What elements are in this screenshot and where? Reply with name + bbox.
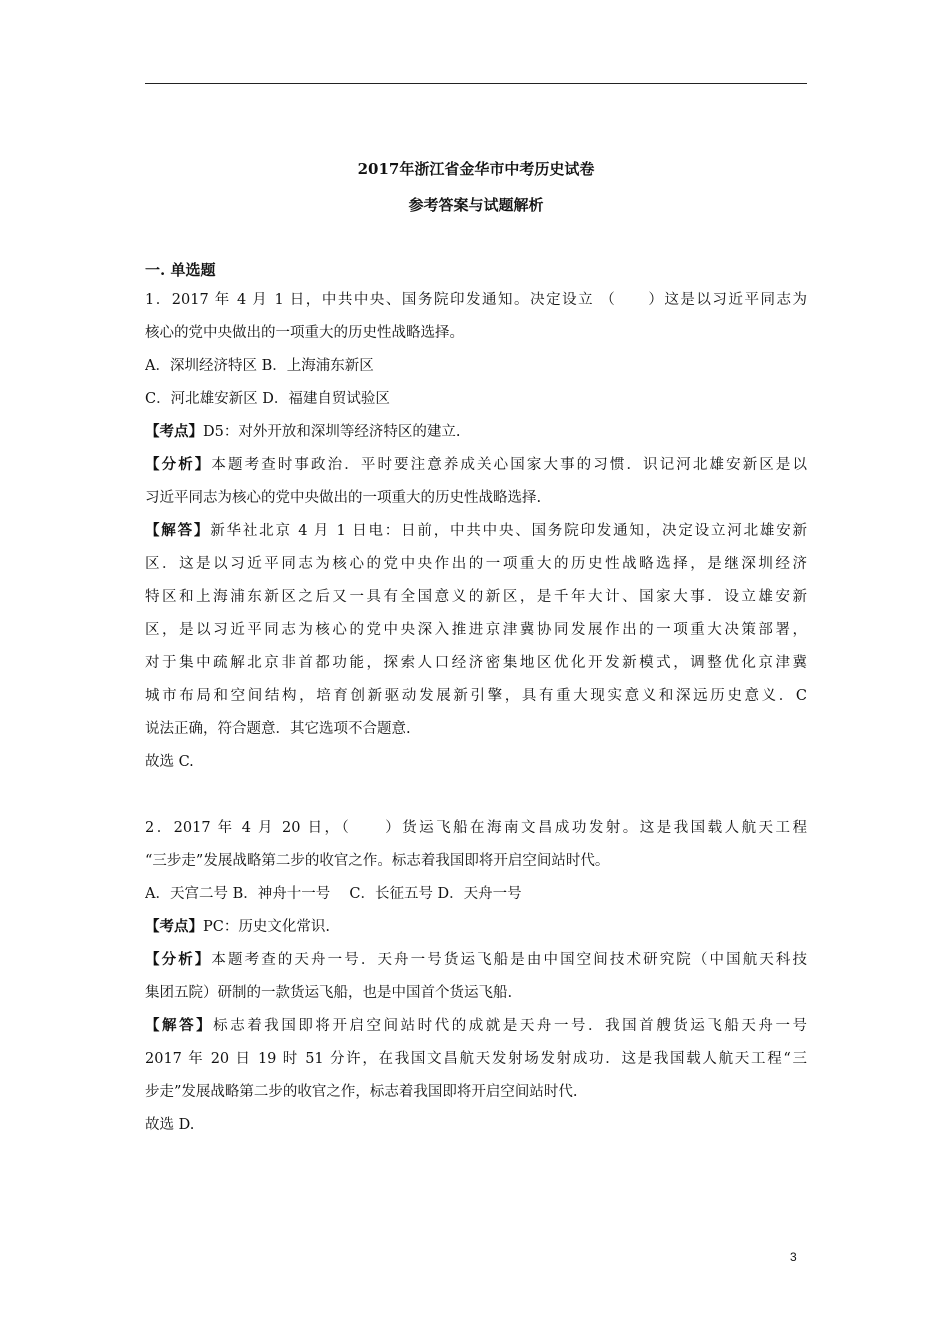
- q1-jieda-line-2: 区．这是以习近平同志为核心的党中央作出的一项重大的历史性战略选择，是继深圳经济: [145, 556, 807, 572]
- q1-options-line-2: C．河北雄安新区 D．福建自贸试验区: [145, 391, 390, 407]
- q2-options-line-1: A．天宫二号 B．神舟十一号 C．长征五号 D．天舟一号: [145, 886, 522, 902]
- q1-fenxi-text-1: 本题考查时事政治．平时要注意养成关心国家大事的习惯．识记河北雄安新区是以: [211, 457, 807, 473]
- q1-jieda-line-1: [145, 520, 807, 553]
- question-2: [145, 817, 807, 1147]
- q2-kaodian-text: PC：历史文化常识.: [203, 919, 330, 935]
- q1-jieda-line-6: 城市布局和空间结构，培育创新驱动发展新引擎，具有重大现实意义和深远历史意义．C: [145, 688, 807, 704]
- q2-jieda-text-1: 标志着我国即将开启空间站时代的成就是天舟一号．我国首艘货运飞船天舟一号: [213, 1018, 807, 1034]
- questions-content: [145, 289, 807, 1147]
- page-number: 3: [790, 1250, 797, 1264]
- q2-fenxi-line-2: 集团五院）研制的一款货运飞船，也是中国首个货运飞船.: [145, 985, 513, 1001]
- section-heading: 一. 单选题: [145, 261, 216, 279]
- q2-answer: 故选 D.: [145, 1117, 195, 1133]
- q2-jieda-line-3: 步走”发展战略第二步的收官之作，标志着我国即将开启空间站时代.: [145, 1084, 578, 1100]
- q2-kaodian: [145, 916, 807, 949]
- document-subtitle: 参考答案与试题解析: [408, 196, 544, 214]
- question-1: [145, 289, 807, 784]
- document-title: 2017年浙江省金华市中考历史试卷: [357, 160, 595, 178]
- q2-kaodian-tag: 【考点】: [145, 918, 203, 935]
- q1-fenxi-tag: 【分析】: [145, 456, 212, 473]
- q1-jieda-tag: 【解答】: [145, 522, 211, 539]
- q1-stem-line-2: 核心的党中央做出的一项重大的历史性战略选择。: [145, 325, 464, 341]
- q1-kaodian-tag: 【考点】: [145, 423, 203, 440]
- q2-stem-line-1: 2．2017 年 4 月 20 日，（ ）货运飞船在海南文昌成功发射。这是我国载人航天工程: [145, 820, 807, 836]
- q1-fenxi-line-2: 习近平同志为核心的党中央做出的一项重大的历史性战略选择.: [145, 490, 542, 506]
- q1-kaodian-text: D5：对外开放和深圳等经济特区的建立.: [203, 424, 461, 440]
- q2-stem-line-2: “三步走”发展战略第二步的收官之作。标志着我国即将开启空间站时代。: [145, 853, 610, 869]
- q1-options-line-1: A．深圳经济特区 B．上海浦东新区: [145, 358, 374, 374]
- header-rule: [145, 83, 807, 84]
- q2-jieda-line-1: [145, 1015, 807, 1048]
- q1-jieda-text-1: 新华社北京 4 月 1 日电：日前，中共中央、国务院印发通知，决定设立河北雄安新: [210, 523, 807, 539]
- q1-jieda-line-4: 区，是以习近平同志为核心的党中央深入推进京津冀协同发展作出的一项重大决策部署，: [145, 622, 807, 638]
- q2-fenxi-tag: 【分析】: [145, 951, 212, 968]
- q1-stem-line-1: 1．2017 年 4 月 1 日，中共中央、国务院印发通知。决定设立 （ ）这是以习近平同志为: [145, 292, 807, 308]
- q1-jieda-line-3: 特区和上海浦东新区之后又一具有全国意义的新区，是千年大计、国家大事．设立雄安新: [145, 589, 807, 605]
- q1-jieda-line-7: 说法正确，符合题意．其它选项不合题意.: [145, 721, 411, 737]
- q1-kaodian: [145, 421, 807, 454]
- question-gap: [145, 784, 807, 817]
- q2-jieda-tag: 【解答】: [145, 1017, 214, 1034]
- q1-answer: 故选 C.: [145, 754, 194, 770]
- q2-jieda-line-2: 2017 年 20 日 19 时 51 分许，在我国文昌航天发射场发射成功．这是我国载人航天工程“三: [145, 1051, 807, 1067]
- q2-fenxi-line-1: [145, 949, 807, 982]
- q1-jieda-line-5: 对于集中疏解北京非首都功能，探索人口经济密集地区优化开发新模式，调整优化京津冀: [145, 655, 807, 671]
- q2-fenxi-text-1: 本题考查的天舟一号．天舟一号货运飞船是由中国空间技术研究院（中国航天科技: [211, 952, 807, 968]
- q1-fenxi-line-1: [145, 454, 807, 487]
